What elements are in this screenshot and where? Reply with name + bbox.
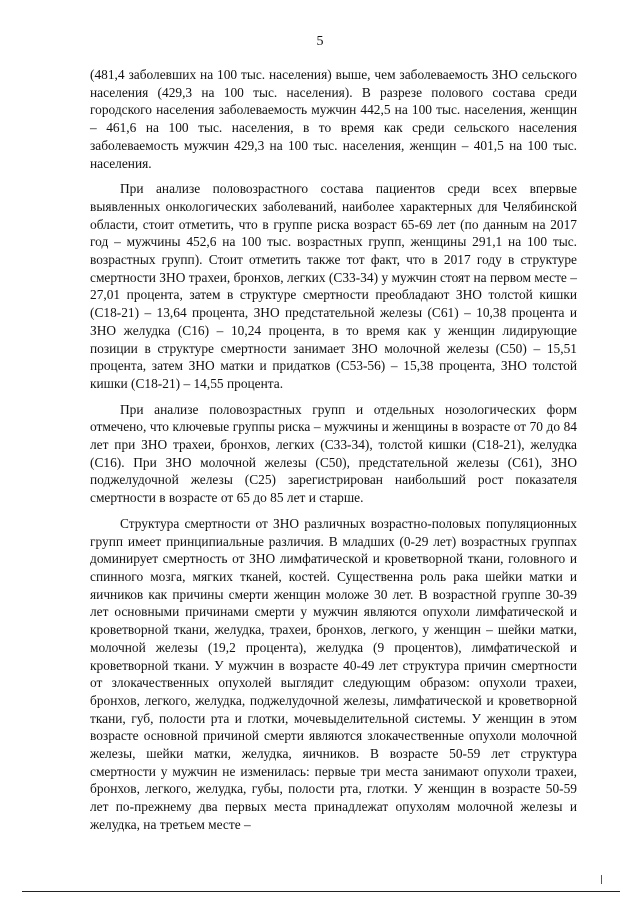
paragraph-risk-groups: При анализе половозрастных групп и отдельных нозологических форм отмечено, что ключевые группы риска – мужчины и женщины в возрасте от 70 до 84 лет при ЗНО трахеи, бронхов, легких (С33-34), толстой кишки (С18-21), желудка (С16). При ЗНО молочной железы (С50), предстательной железы (С61), ЗНО поджелудочной железы (С25) зарегистрирован наибольший рост показателя смертности в возрасте от 65 до 85 лет и старше. bbox=[90, 401, 577, 506]
document-body bbox=[90, 66, 577, 842]
paragraph-continuation: (481,4 заболевших на 100 тыс. населения) выше, чем заболеваемость ЗНО сельского населения (429,3 на 100 тыс. населения). В разрезе полового состава среди городского населения заболеваемость мужчин 442,5 на 100 тыс. населения, женщин – 461,6 на 100 тыс. населения, в то время как среди сельского населения заболеваемость мужчин 429,3 на 100 тыс. населения, женщин – 401,5 на 100 тыс. населения. bbox=[90, 67, 577, 171]
scan-mark bbox=[601, 875, 602, 884]
paragraph-age-sex-analysis: При анализе половозрастного состава пациентов среди всех впервые выявленных онкологических заболеваний, наиболее характерных для Челябинской области, стоит отметить, что в группе риска возраст 65-69 лет (по данным на 2017 год – мужчины 452,6 на 100 тыс. возрастных групп, женщины 291,1 на 100 тыс. возрастных групп). Стоит отметить также тот факт, что в 2017 году в структуре смертности ЗНО трахеи, бронхов, легких (С33-34) у мужчин стоят на первом месте – 27,01 процента, затем в структуре смертности преобладают ЗНО толстой кишки (С18-21) – 13,64 процента, ЗНО предстательной железы (С61) – 10,38 процента и ЗНО желудка (С16) – 10,24 процента, в то время как у женщин лидирующие позиции в структуре смертности занимает ЗНО молочной железы (С50) – 15,51 процента, затем ЗНО матки и придатков (С53-56) – 15,38 процента, ЗНО толстой кишки (С18-21) – 14,55 процента. bbox=[90, 181, 577, 391]
page-number: 5 bbox=[316, 34, 324, 49]
paragraph-mortality-structure: Структура смертности от ЗНО различных возрастно-половых популяционных групп имеет принципиальные различия. В младших (0-29 лет) возрастных группах доминирует смертность от ЗНО лимфатической и кроветворной ткани, головного и спинного мозга, мягких тканей, костей. Существенна роль рака шейки матки и яичников как причины смерти женщин моложе 30 лет. В возрастной группе 30-39 лет основными причинами смерти у мужчин являются опухоли лимфатической и кроветворной ткани, желудка, трахеи, бронхов, легкого, у женщин – шейки матки, молочной железы (19,2 процента), желудка (9 процентов), лимфатической и кроветворной ткани. У мужчин в возрасте 40-49 лет структура причин смертности от злокачественных опухолей выглядит следующим образом: опухоли трахеи, бронхов, легкого, желудка, поджелудочной железы, лимфатической и кроветворной ткани, губ, полости рта и глотки, мочевыделительной системы. У женщин в этом возрасте основной причиной смерти являются злокачественные опухоли молочной железы, шейки матки, желудка, яичников. В возрасте 50-59 лет структура смертности у мужчин не изменилась: первые три места занимают опухоли трахеи, бронхов, легкого, желудка, губы, полости рта, глотки. У женщин в возрасте 50-59 лет по-прежнему два первых места принадлежат опухолям молочной железы и желудка, на третьем месте – bbox=[90, 515, 577, 832]
footer-rule bbox=[22, 891, 620, 892]
